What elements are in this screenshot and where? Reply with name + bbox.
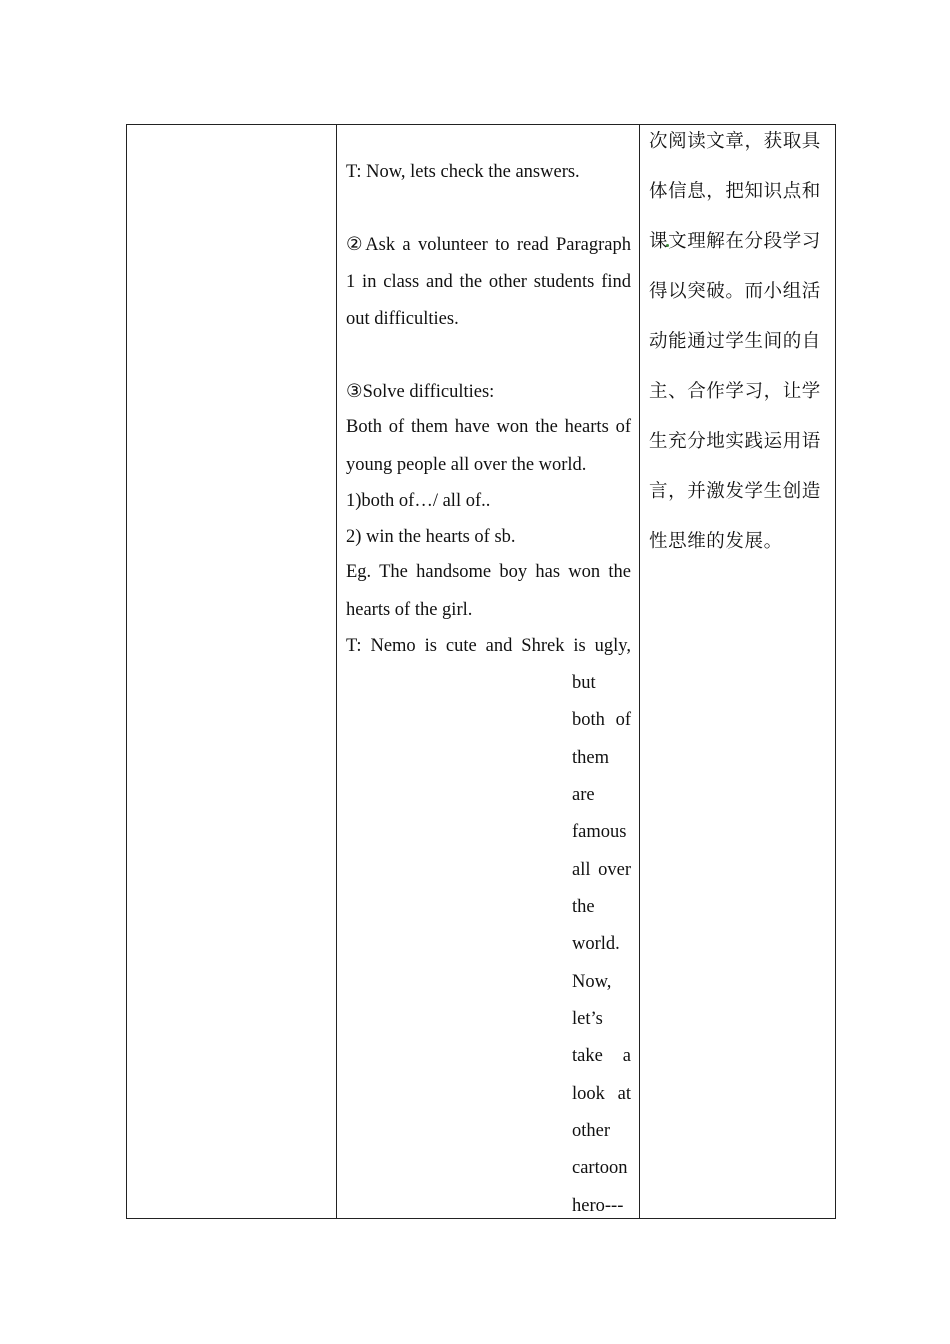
procedure-word: take a bbox=[572, 1046, 631, 1066]
procedure-line: out difficulties. bbox=[346, 309, 459, 329]
procedure-line: Eg. The handsome boy has won the bbox=[346, 562, 631, 582]
procedure-line: 1)both of…/ all of.. bbox=[346, 491, 491, 511]
procedure-line: ②Ask a volunteer to read Paragraph bbox=[346, 235, 631, 255]
procedure-line: young people all over the world. bbox=[346, 455, 587, 475]
column-divider-1 bbox=[336, 125, 337, 1218]
intent-line: 次阅读文章，获取具 bbox=[649, 132, 821, 152]
procedure-word: Now, bbox=[572, 972, 612, 992]
intent-line: 性思维的发展。 bbox=[649, 532, 783, 552]
procedure-line: Both of them have won the hearts of bbox=[346, 417, 631, 437]
procedure-line: 1 in class and the other students find bbox=[346, 272, 631, 292]
procedure-word: look at bbox=[572, 1084, 631, 1104]
intent-line: 课文理解在分段学习 bbox=[649, 232, 821, 252]
procedure-word: famous bbox=[572, 822, 627, 842]
intent-line: 得以突破。而小组活 bbox=[649, 282, 821, 302]
procedure-line: 2) win the hearts of sb. bbox=[346, 527, 516, 547]
procedure-line: T: Now, lets check the answers. bbox=[346, 162, 580, 182]
procedure-line: T: Nemo is cute and Shrek is ugly, bbox=[346, 636, 631, 656]
intent-line: 主、合作学习，让学 bbox=[649, 382, 821, 402]
procedure-word: but bbox=[572, 673, 596, 693]
intent-line: 动能通过学生间的自 bbox=[649, 332, 821, 352]
lesson-plan-table bbox=[126, 124, 836, 1219]
column-divider-2 bbox=[639, 125, 640, 1218]
intent-line: 言，并激发学生创造 bbox=[649, 482, 821, 502]
procedure-line: hearts of the girl. bbox=[346, 600, 473, 620]
procedure-line: ③Solve difficulties: bbox=[346, 382, 495, 402]
procedure-word: cartoon bbox=[572, 1158, 628, 1178]
intent-line: 体信息，把知识点和 bbox=[649, 182, 821, 202]
procedure-word: all over bbox=[572, 860, 631, 880]
procedure-word: both of bbox=[572, 710, 631, 730]
procedure-word: hero--- bbox=[572, 1196, 624, 1216]
procedure-word: them bbox=[572, 748, 609, 768]
procedure-word: are bbox=[572, 785, 595, 805]
procedure-word: other bbox=[572, 1121, 611, 1141]
procedure-word: the bbox=[572, 897, 595, 917]
procedure-word: let’s bbox=[572, 1009, 603, 1029]
intent-line: 生充分地实践运用语 bbox=[649, 432, 821, 452]
procedure-word: world. bbox=[572, 934, 620, 954]
